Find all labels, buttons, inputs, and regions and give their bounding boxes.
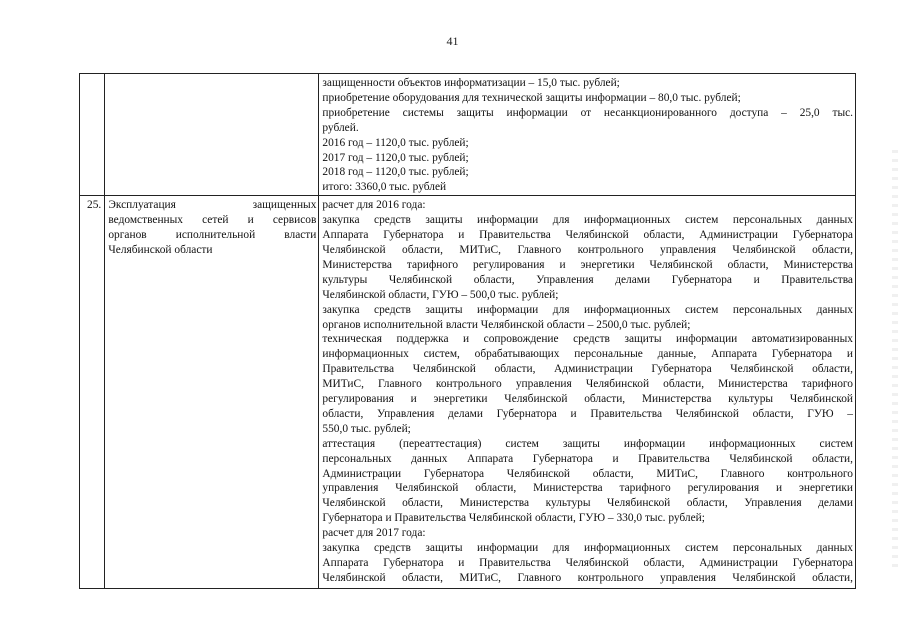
scan-edge-artifact <box>892 150 898 570</box>
calc-line: персональных данных Аппарата Губернатора и Правительства Челябинской области, <box>322 452 853 465</box>
calc-line: органов исполнительной власти Челябинской области – 2500,0 тыс. рублей; <box>322 318 691 331</box>
calc-line: защищенности объектов информатизации – 15,0 тыс. рублей; <box>322 77 620 89</box>
cell-name-empty <box>105 74 319 196</box>
calc-line: Челябинской области, МИТиС, Главного контрольного управления Челябинской области, <box>322 571 853 584</box>
calc-line: Челябинской области, МИТиС, Главного контрольного управления Челябинской области, <box>322 243 853 256</box>
calc-line: 550,0 тыс. рублей; <box>322 422 411 435</box>
calc-line: управления Челябинской области, Министерства тарифного регулирования и энергетики <box>322 482 853 495</box>
calc-line: области, Управления делами Губернатора и Правительства Челябинской области, ГУЮ – <box>322 407 853 420</box>
name-line: Челябинской области <box>108 243 213 256</box>
calc-line: 2018 год – 1120,0 тыс. рублей; <box>322 166 469 179</box>
calc-line: Аппарата Губернатора и Правительства Челябинской области, Администрации Губернатора <box>322 229 853 242</box>
name-line: органов исполнительной власти <box>108 229 317 242</box>
calc-line: приобретение системы защиты информации от несанкционированного доступа – 25,0 тыс. <box>322 106 853 119</box>
calc-line: информационных систем, обрабатывающих персональные данные, Аппарата Губернатора и <box>322 348 853 361</box>
cell-calculation <box>319 74 856 196</box>
calc-line: МИТиС, Главного контрольного управления Челябинской области, Министерства тарифного <box>322 378 853 391</box>
calc-line: рублей. <box>322 121 359 134</box>
page-number: 41 <box>446 34 459 48</box>
cell-number-empty <box>80 74 105 196</box>
calc-line: техническая поддержка и сопровождение средств защиты информации автоматизированных <box>322 333 853 346</box>
calc-line: Челябинской области, ГУЮ – 500,0 тыс. рублей; <box>322 288 559 301</box>
calc-line: 2016 год – 1120,0 тыс. рублей; <box>322 136 469 149</box>
calc-line: Администрации Губернатора Челябинской области, МИТиС, Главного контрольного <box>322 467 853 480</box>
cell-event-name <box>105 196 319 589</box>
calc-line: 2017 год – 1120,0 тыс. рублей; <box>322 151 469 164</box>
name-line: Эксплуатация защищенных <box>108 199 317 212</box>
cell-row-number: 25. <box>80 196 105 589</box>
calc-line: Министерства тарифного регулирования и энергетики Челябинской области, Министерства <box>322 258 853 271</box>
calc-line: приобретение оборудования для технической защиты информации – 80,0 тыс. рублей; <box>322 91 741 104</box>
calc-line: аттестация (переаттестация) систем защиты информации информационных систем <box>322 437 853 450</box>
calc-line: закупка средств защиты информации для информационных систем персональных данных <box>322 214 853 227</box>
calc-line: расчет для 2017 года: <box>322 527 426 540</box>
table-row-25 <box>80 196 856 589</box>
calc-line: Губернатора и Правительства Челябинской области, ГУЮ – 330,0 тыс. рублей; <box>322 512 705 525</box>
calc-line: регулирования и энергетики Челябинской области, Министерства культуры Челябинской <box>322 393 853 406</box>
budget-table <box>79 73 856 589</box>
calc-line: закупка средств защиты информации для информационных систем персональных данных <box>322 542 853 555</box>
name-line: ведомственных сетей и сервисов <box>108 214 317 227</box>
calc-line: Челябинской области, Министерства культуры Челябинской области, Управления делами <box>322 497 853 510</box>
calc-line: расчет для 2016 года: <box>322 199 426 212</box>
calc-line: культуры Челябинской области, Управления делами Губернатора и Правительства <box>322 273 853 286</box>
calc-line: итого: 3360,0 тыс. рублей <box>322 181 447 194</box>
calc-line: Правительства Челябинской области, Администрации Губернатора Челябинской области, <box>322 363 853 376</box>
calc-line: Аппарата Губернатора и Правительства Челябинской области, Администрации Губернатора <box>322 557 853 569</box>
calc-line: закупка средств защиты информации для информационных систем персональных данных <box>322 303 853 316</box>
table-row-continuation <box>80 74 856 196</box>
cell-calculation <box>319 196 856 589</box>
